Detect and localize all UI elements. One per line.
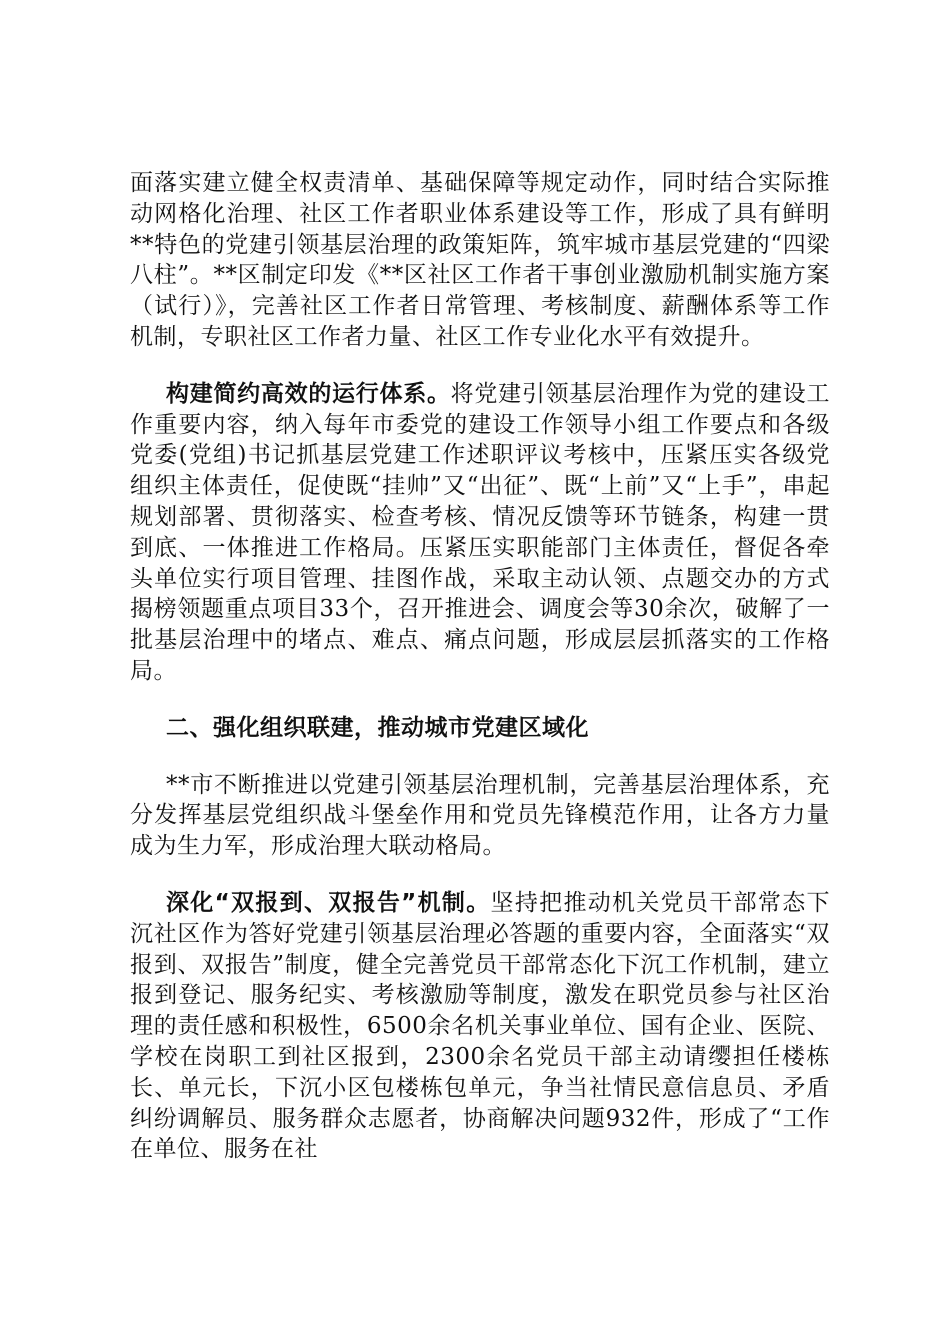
paragraph-lead-operation-system: 构建简约高效的运行体系。 xyxy=(166,380,451,407)
paragraph-lead-dual-report: 深化“双报到、双报告”机制。 xyxy=(166,889,491,916)
paragraph-policy-matrix: 面落实建立健全权责清单、基础保障等规定动作，同时结合实际推动网格化治理、社区工作者职业体系建设等工作，形成了具有鲜明**特色的党建引领基层治理的政策矩阵，筑牢城市基层党建的“四梁八柱”。**区制定印发《**区社区工作者干事创业激励机制实施方案（试行）》，完善社区工作者日常管理、考核制度、薪酬体系等工作机制，专职社区工作者力量、社区工作专业化水平有效提升。 xyxy=(130,170,830,350)
paragraph-operation-system xyxy=(130,379,830,687)
paragraph-body-operation-system: 将党建引领基层治理作为党的建设工作重要内容，纳入每年市委党的建设工作领导小组工作要点和各级党委(党组)书记抓基层党建工作述职评议考核中，压紧压实各级党组织主体责任，促使既“挂帅”又“出征”、既“上前”又“上手”，串起规划部署、贯彻落实、检查考核、情况反馈等环节链条，构建一贯到底、一体推进工作格局。压紧压实职能部门主体责任，督促各牵头单位实行项目管理、挂图作战，采取主动认领、点题交办的方式揭榜领题重点项目33个，召开推进会、调度会等30余次，破解了一批基层治理中的堵点、难点、痛点问题，形成层层抓落实的工作格局。 xyxy=(130,380,831,684)
paragraph-dual-report xyxy=(130,888,830,1165)
document-page xyxy=(130,168,830,1165)
paragraph-body-dual-report: 坚持把推动机关党员干部常态下沉社区作为答好党建引领基层治理必答题的重要内容，全面落实“双报到、双报告”制度，健全完善党员干部常态化下沉工作机制，建立报到登记、服务纪实、考核激励等制度，激发在职党员参与社区治理的责任感和积极性，6500余名机关事业单位、国有企业、医院、学校在岗职工到社区报到，2300余名党员干部主动请缨担任楼栋长、单元长，下沉小区包楼栋包单元，争当社情民意信息员、矛盾纠纷调解员、服务群众志愿者，协商解决问题932件，形成了“工作在单位、服务在社 xyxy=(130,889,831,1163)
paragraph-section-2-intro: **市不断推进以党建引领基层治理机制，完善基层治理体系，充分发挥基层党组织战斗堡垒作用和党员先锋模范作用，让各方力量成为生力军，形成治理大联动格局。 xyxy=(130,771,830,860)
section-heading-2: 二、强化组织联建，推动城市党建区域化 xyxy=(166,714,589,741)
